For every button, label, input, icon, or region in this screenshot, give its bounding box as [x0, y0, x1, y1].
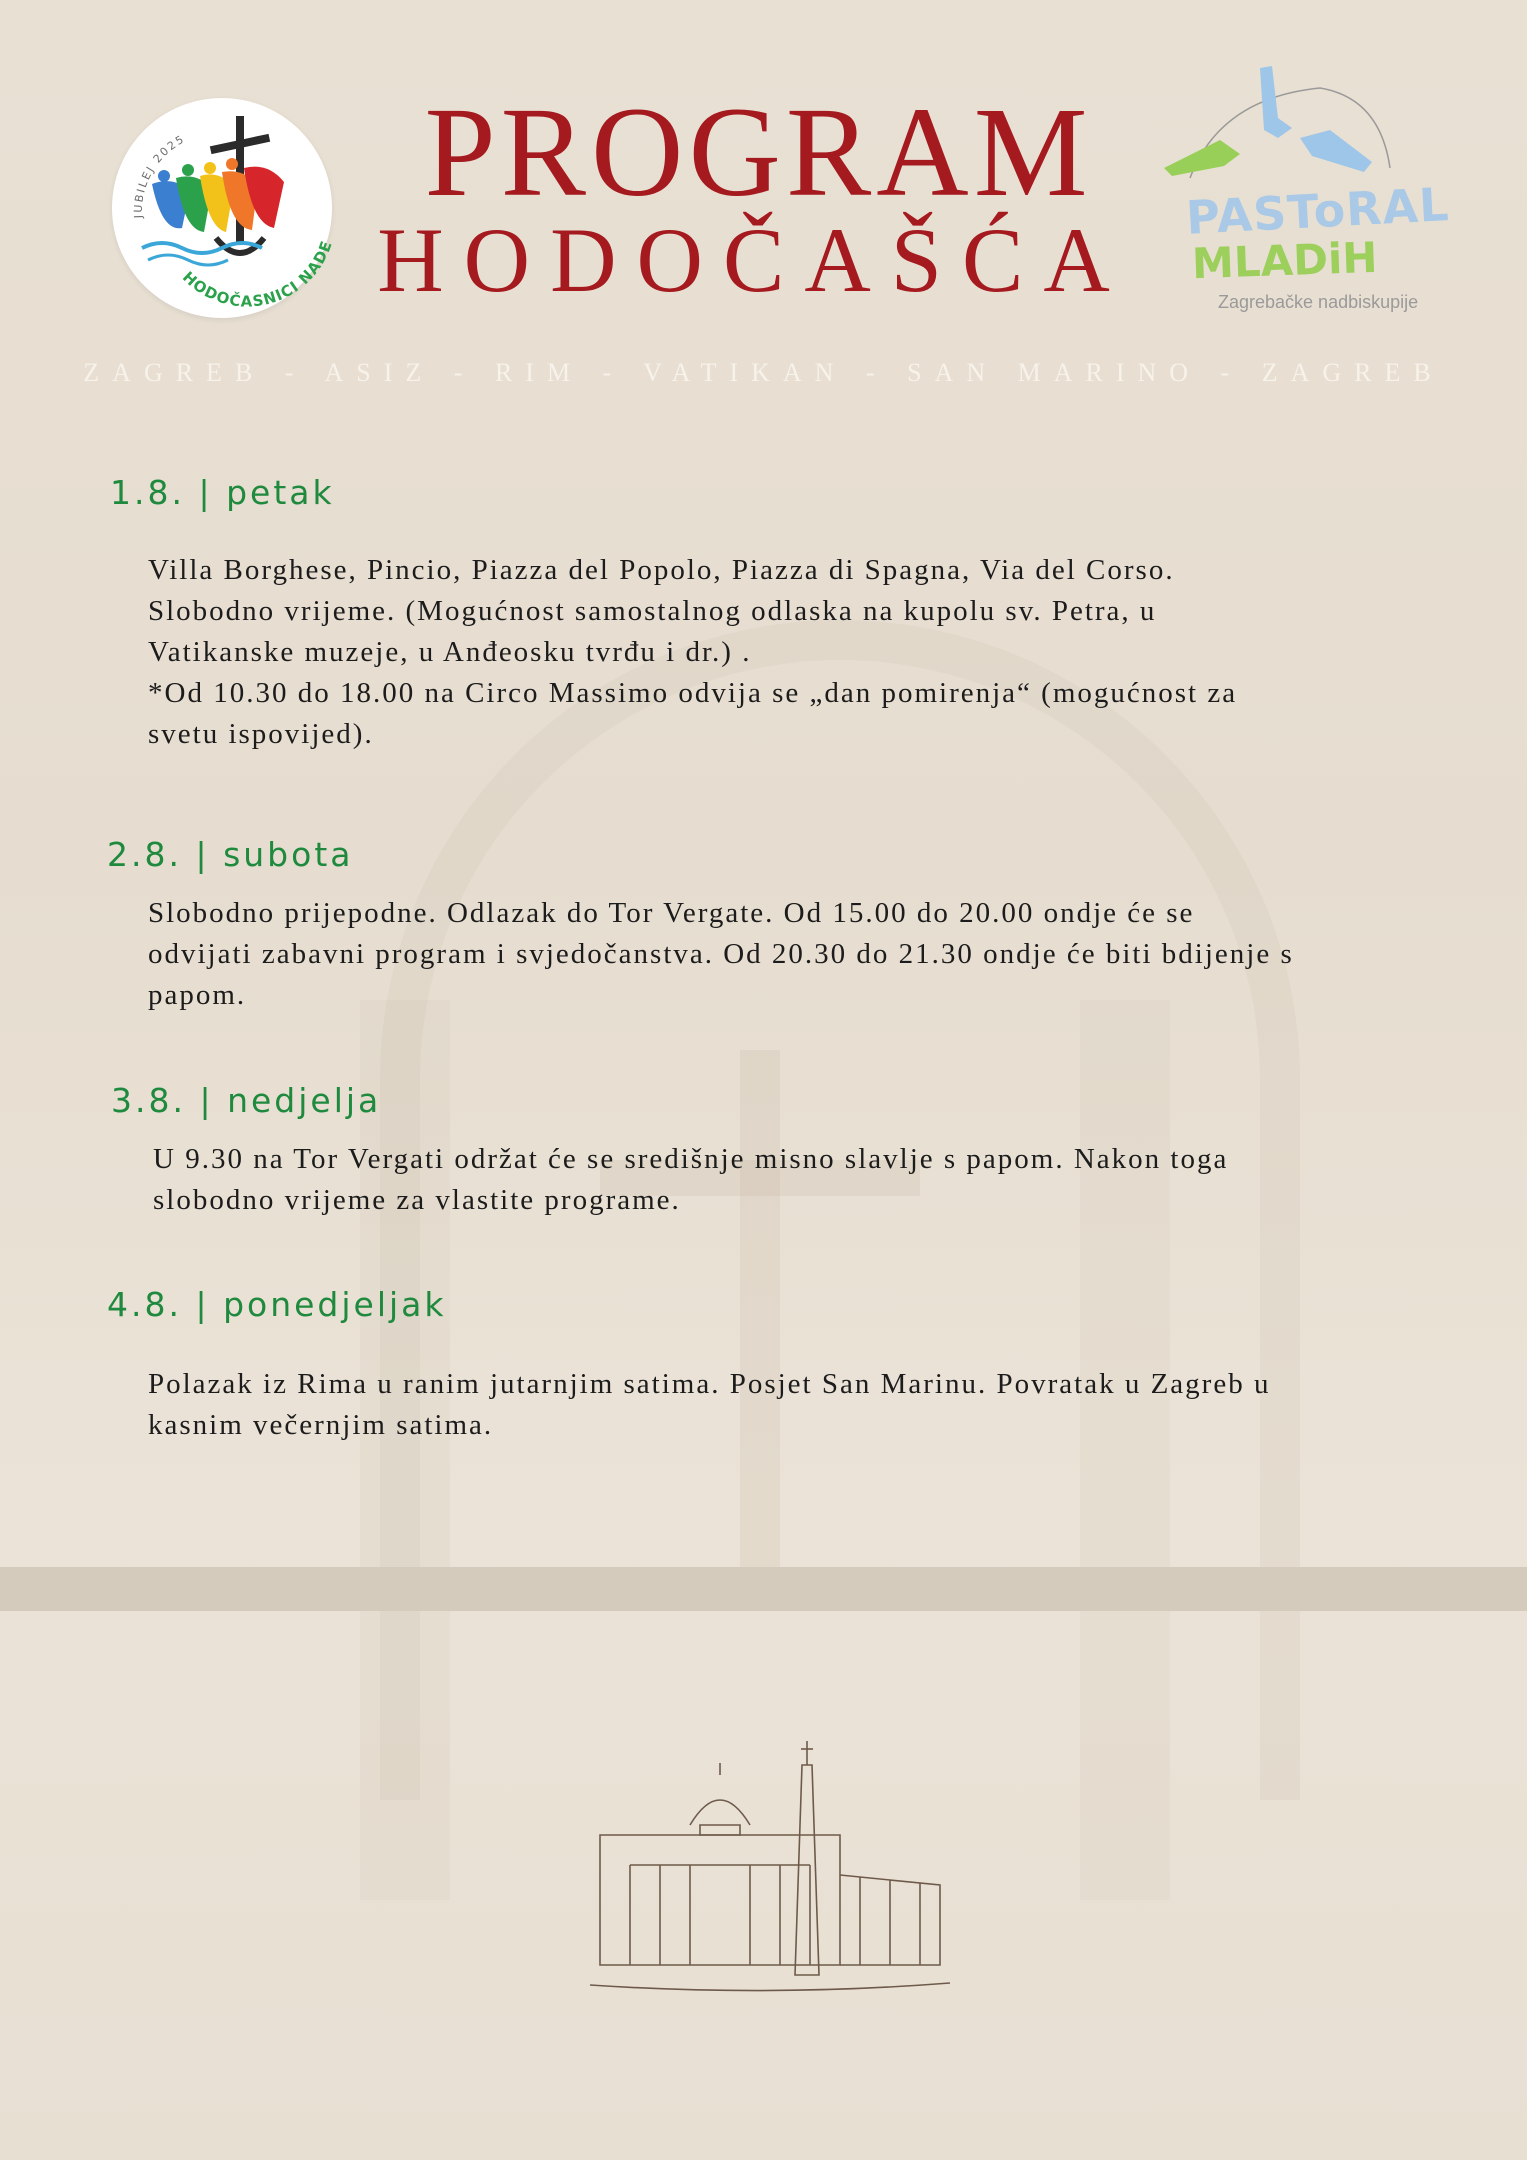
day-text-1	[148, 550, 1237, 755]
page-subtitle: HODOČAŠĆA	[377, 209, 1130, 311]
jubilee-arc-text: JUBILEJ 2025	[131, 132, 188, 219]
day-4-line: Polazak iz Rima u ranim jutarnjim satima. Posjet San Marinu. Povratak u Zagreb u	[148, 1368, 1271, 1400]
day-2-line: odvijati zabavni program i svjedočanstva. Od 20.30 do 21.30 ondje će biti bdijenje s	[148, 938, 1294, 970]
day-1-line: Vatikanske muzeje, u Anđeosku tvrđu i dr.) .	[148, 636, 752, 668]
day-3-line: slobodno vrijeme za vlastite programe.	[153, 1184, 681, 1216]
day-heading-2: 2.8. | subota	[107, 835, 354, 874]
dome-outline	[690, 1800, 750, 1825]
background-column-left	[360, 1000, 450, 1900]
day-text-3	[153, 1139, 1228, 1221]
st-peters-basilica-sketch	[590, 1735, 950, 2005]
page-title: PROGRAM	[424, 81, 1093, 223]
day-2-line: Slobodno prijepodne. Odlazak do Tor Vergate. Od 15.00 do 20.00 ondje će se	[148, 897, 1195, 929]
day-1-line: *Od 10.30 do 18.00 na Circo Massimo odvija se „dan pomirenja“ (mogućnost za	[148, 677, 1238, 709]
dome-drum	[700, 1825, 740, 1835]
background-column-right	[1080, 1000, 1170, 1900]
day-text-4	[148, 1364, 1270, 1446]
day-2-line: papom.	[148, 979, 247, 1011]
day-4-line: kasnim večernjim satima.	[148, 1409, 494, 1441]
day-3-line: U 9.30 na Tor Vergati održat će se središnje misno slavlje s papom. Nakon toga	[153, 1143, 1229, 1175]
pastoral-logo-line2: MLADiH	[1191, 232, 1379, 289]
day-1-line: Slobodno vrijeme. (Mogućnost samostalnog odlaska na kupolu sv. Petra, u	[148, 595, 1157, 627]
day-1-line: svetu ispovijed).	[148, 718, 374, 750]
obelisk	[795, 1765, 819, 1975]
pastoral-logo-line1: PASToRAL	[1184, 177, 1451, 245]
divider-band	[0, 1567, 1527, 1611]
day-1-line: Villa Borghese, Pincio, Piazza del Popolo, Piazza di Spagna, Via del Corso.	[148, 554, 1175, 586]
day-text-2	[148, 893, 1294, 1016]
day-heading-3: 3.8. | nedjelja	[111, 1081, 382, 1120]
day-heading-1: 1.8. | petak	[110, 473, 335, 512]
pastoral-logo-line3: Zagrebačke nadbiskupije	[1218, 292, 1419, 312]
background-crucifix-vertical	[740, 1050, 780, 1610]
route-line: ZAGREB - ASIZ - RIM - VATIKAN - SAN MARINO - ZAGREB	[83, 358, 1444, 387]
facade-outline	[600, 1835, 840, 1965]
jubilee-bottom-text: HODOČASNICI NAD	[179, 246, 332, 311]
day-heading-4: 4.8. | ponedjeljak	[107, 1285, 447, 1324]
ground-line	[590, 1983, 950, 1991]
